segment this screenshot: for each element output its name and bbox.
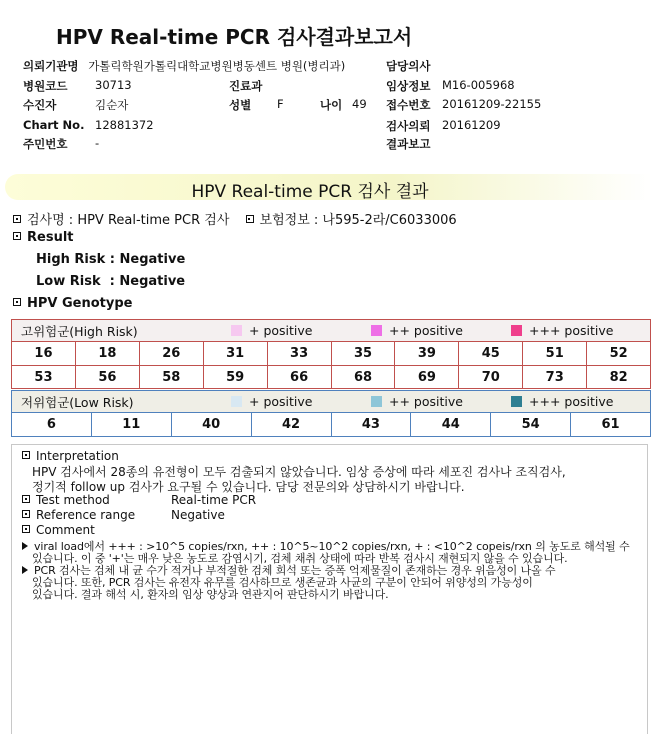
- genotype-cell: 16: [34, 346, 53, 361]
- low-risk-table-header: [12, 391, 650, 413]
- chart-value: 12881372: [95, 118, 154, 132]
- genotype-cell: 44: [410, 413, 490, 436]
- genotype-cell: 6: [46, 417, 56, 432]
- report-title: HPV Real-time PCR 검사결과보고서: [56, 25, 413, 49]
- genotype-cell: 73: [522, 366, 586, 388]
- clinical-info-label: 임상정보: [386, 79, 431, 93]
- legend-swatch: [231, 396, 242, 407]
- institution-suffix: 병동센트 병원(병리과): [232, 59, 346, 73]
- legend-label: + positive: [249, 394, 313, 409]
- genotype-cell: 42: [251, 413, 331, 436]
- genotype-row: [12, 365, 650, 388]
- test-name-row: [13, 209, 457, 228]
- hospital-code-value: 30713: [95, 78, 132, 92]
- bullet-arrow-icon: [22, 566, 28, 574]
- low-risk-table: [11, 390, 651, 437]
- genotype-cell: 52: [586, 342, 650, 365]
- comment-label: Comment: [36, 523, 95, 537]
- interpretation-line-1: HPV 검사에서 28종의 유전형이 모두 검출되지 않았습니다. 임상 증상에 따라 세포진 검사나 조직검사,: [32, 465, 566, 479]
- legend-item: [231, 323, 371, 338]
- clinical-info-value: M16-005968: [442, 78, 515, 92]
- genotype-row: [12, 413, 650, 436]
- test-name: 검사명 : HPV Real-time PCR 검사: [27, 213, 230, 228]
- reference-range-row: [22, 508, 135, 522]
- genotype-cell: 58: [139, 366, 203, 388]
- reference-range-label: Reference range: [36, 508, 136, 522]
- genotype-cell: 53: [34, 369, 53, 385]
- age-value: 49: [352, 97, 367, 111]
- genotype-cell: 31: [203, 342, 267, 365]
- genotype-cell: 54: [490, 413, 570, 436]
- result-banner-title: HPV Real-time PCR 검사 결과: [191, 182, 429, 202]
- institution-label: 의뢰기관명: [23, 59, 79, 73]
- legend-item: [231, 394, 371, 409]
- checkbox-icon: [22, 525, 30, 533]
- checkbox-icon: [22, 451, 30, 459]
- genotype-cell: 26: [139, 342, 203, 365]
- checkbox-icon: [246, 215, 254, 223]
- legend-label: +++ positive: [529, 394, 614, 409]
- genotype-cell: 69: [394, 366, 458, 388]
- checkbox-icon: [22, 495, 30, 503]
- genotype-cell: 11: [91, 413, 171, 436]
- department-label: 진료과: [229, 79, 263, 93]
- receipt-label: 접수번호: [386, 98, 431, 112]
- checkbox-icon: [13, 298, 21, 306]
- patient-label: 수진자: [23, 98, 57, 112]
- interpretation-header: [22, 449, 119, 463]
- comment-2-line-3: 있습니다. 결과 해석 시, 환자의 임상 양상과 연관지어 판단하시기 바랍니다.: [32, 588, 389, 601]
- sex-label: 성별: [229, 98, 252, 112]
- legend-item: [371, 394, 511, 409]
- genotype-cell: 61: [570, 413, 650, 436]
- genotype-cell: 68: [331, 366, 395, 388]
- comment-1-line-2: 있습니다. 이 중 '+'는 매우 낮은 농도로 감염시기, 검체 채취 상태에 따라 반복 검사시 재현되지 않을 수 있습니다.: [32, 552, 568, 565]
- institution-value: 가톨릭학원가톨릭대학교병원: [88, 59, 233, 73]
- hospital-code-label: 병원코드: [23, 79, 68, 93]
- comment-text: viral load에서 +++ : >10^5 copies/rxn, ++ : 10^5~10^2 copies/rxn, + : <10^2 copeis/rxn 의 농도로 해석될 수: [34, 540, 630, 553]
- genotype-cell: 56: [75, 366, 139, 388]
- high-risk-result: High Risk : Negative: [36, 252, 186, 267]
- genotype-cell: 43: [331, 413, 411, 436]
- legend-swatch: [371, 325, 382, 336]
- legend-item: [371, 323, 511, 338]
- legend-label: + positive: [249, 323, 313, 338]
- request-date-value: 20161209: [442, 118, 501, 132]
- test-method-label: Test method: [36, 493, 110, 507]
- genotype-cell: 45: [458, 342, 522, 365]
- result-header-label: Result: [27, 230, 74, 245]
- genotype-cell: 33: [267, 342, 331, 365]
- legend-label: +++ positive: [529, 323, 614, 338]
- genotype-cell: 40: [171, 413, 251, 436]
- genotype-row: [12, 342, 650, 365]
- comment-text: PCR 검사는 검체 내 균 수가 적거나 부적절한 검체 희석 또는 증폭 억제물질이 존재하는 경우 위음성이 나올 수: [34, 564, 556, 577]
- legend-item: [511, 323, 613, 338]
- chart-label: Chart No.: [23, 118, 85, 132]
- legend-item: [511, 394, 613, 409]
- legend-label: ++ positive: [389, 323, 463, 338]
- checkbox-icon: [13, 232, 21, 240]
- genotype-cell: 66: [267, 366, 331, 388]
- result-header: [13, 230, 74, 245]
- low-risk-title: 저위험군(Low Risk): [21, 394, 134, 410]
- test-method-value: Real-time PCR: [171, 493, 257, 507]
- checkbox-icon: [13, 215, 21, 223]
- genotype-cell: 39: [394, 342, 458, 365]
- patient-value: 김순자: [95, 98, 129, 112]
- legend-label: ++ positive: [389, 394, 463, 409]
- legend-swatch: [511, 325, 522, 336]
- insurance-info: 보험정보 : 나595-2라/C6033006: [259, 213, 457, 228]
- low-risk-result: Low Risk : Negative: [36, 274, 186, 289]
- age-label: 나이: [320, 98, 343, 112]
- interpretation-label: Interpretation: [36, 449, 119, 463]
- genotype-cell: 35: [331, 342, 395, 365]
- genotype-cell: 51: [522, 342, 586, 365]
- genotype-cell: 82: [586, 366, 650, 388]
- checkbox-icon: [22, 510, 30, 518]
- high-risk-table-header: [12, 320, 650, 342]
- id-value: -: [95, 136, 100, 150]
- comment-2-line-2: 있습니다. 또한, PCR 검사는 유전자 유무를 검사하므로 생존균과 사균의 구분이 안되어 위양성의 가능성이: [32, 576, 533, 589]
- receipt-value: 20161209-22155: [442, 97, 542, 111]
- genotype-cell: 18: [75, 342, 139, 365]
- request-date-label: 검사의뢰: [386, 119, 431, 133]
- test-method-row: [22, 493, 110, 507]
- legend-swatch: [511, 396, 522, 407]
- bullet-arrow-icon: [22, 542, 28, 550]
- genotype-header: [13, 296, 132, 311]
- legend-swatch: [371, 396, 382, 407]
- reference-range-value: Negative: [171, 508, 225, 522]
- interpretation-line-2: 정기적 follow up 검사가 요구될 수 있습니다. 담당 전문의와 상담하시기 바랍니다.: [32, 480, 465, 494]
- legend-swatch: [231, 325, 242, 336]
- report-label: 결과보고: [386, 137, 431, 151]
- genotype-header-label: HPV Genotype: [27, 296, 133, 311]
- physician-label: 담당의사: [386, 59, 431, 73]
- high-risk-title: 고위험군(High Risk): [21, 323, 138, 339]
- genotype-cell: 59: [203, 366, 267, 388]
- institution-row: [23, 58, 345, 74]
- sex-value: F: [277, 97, 284, 111]
- high-risk-table: [11, 319, 651, 389]
- genotype-cell: 70: [458, 366, 522, 388]
- id-label: 주민번호: [23, 137, 68, 151]
- comment-header: [22, 523, 95, 537]
